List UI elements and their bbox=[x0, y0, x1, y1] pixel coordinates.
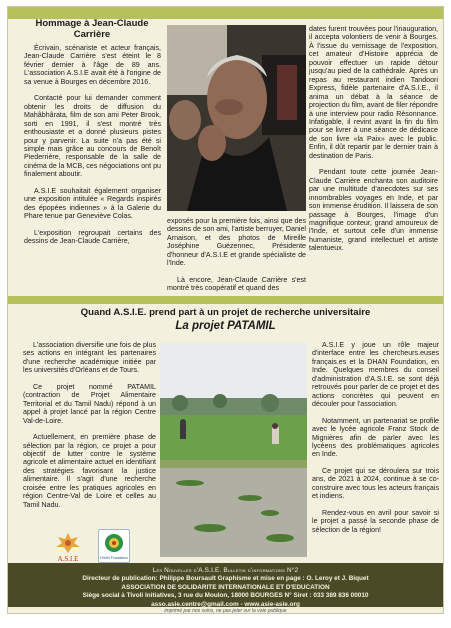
partner-logos bbox=[48, 529, 158, 565]
paragraph: Écrivain, scénariste et acteur français, Jean-Claude Carrière s'est éteint le 8 février dernier à l'âge de 89 ans. L'association A.S.I.E avait été à l'origine de sa venue à Bourges en décembre 2016. bbox=[24, 44, 161, 86]
imprint-note: imprimé par nos soins, ne pas jeter sur la voie publique bbox=[164, 608, 287, 614]
article-column-3 bbox=[309, 25, 438, 261]
footer-masthead bbox=[8, 563, 443, 607]
asie-logo-icon bbox=[48, 529, 88, 563]
paragraph: Actuellement, en première phase de sélection par la région, ce projet a pour objectif de lutter contre le système agricole et alimentaire actuel en identifiant des stratégies favorisant la justice alimentaire. Il s'agit d'une recherche croisée entre les pratiques agricoles en région Centre-Val de Loire et celles au Tamil Nadu. bbox=[23, 433, 156, 509]
portrait-illustration bbox=[167, 25, 306, 211]
article-title-patamil: Quand A.S.I.E. prend part à un projet de recherche universitaire bbox=[80, 307, 371, 318]
footer-bulletin-line: Les Nouvelles d'A.S.I.E. Bulletin d'informations N°2 bbox=[152, 567, 299, 574]
paragraph: dates furent trouvées pour l'inauguration, il accepta volontiers de venir à Bourges. À l'issue du vernissage de l'exposition, cet amateur d'Histoire apprécia de pouvoir effectuer un rapide détour jusqu'au pied de la cathédrale. Après un repas au restaurant indien Tandoori Express, fidèle partenaire d'A.S.I.E., il anima un débat à la séance de projection du film, avant de filer répondre à une interview pour radio Résonnance. Infatigable, il revint avant la fin du film pour se livrer à une séance de dédicace de son livre «la Paix» avec le public. Enfin, il dût repartir par le dernier train à destination de Paris. bbox=[309, 25, 438, 160]
article-column-1 bbox=[24, 44, 161, 254]
rice-field-photo bbox=[160, 343, 307, 557]
paragraph: Ce projet nommé PATAMIL (contraction de Projet Alimentaire Territorial et du Tamil Nadu) répond à un appel à projet lancé par la région Centre Val-de-Loire. bbox=[23, 382, 156, 425]
footer-association-line: ASSOCIATION DE SOLIDARITE INTERNATIONALE ET D'EDUCATION bbox=[121, 583, 330, 591]
paragraph: L'exposition regroupait certains des dessins de Jean-Claude Carrière, bbox=[24, 228, 161, 246]
asie-logo bbox=[48, 529, 88, 563]
portrait-photo bbox=[167, 25, 306, 211]
paragraph: exposés pour la première fois, ainsi que des dessins de son ami, l'artiste berruyer, Daniel Arnaison, et des photos de Mireille Joséphine Guézennec, Présidente d'honneur d'A.S.I.E et grande spécialiste de l'Inde. bbox=[167, 217, 306, 268]
rice-field-illustration bbox=[160, 343, 307, 557]
section-divider-bar bbox=[8, 296, 443, 304]
article-column-b3 bbox=[312, 341, 439, 542]
article-column-b1 bbox=[23, 341, 156, 517]
paragraph: Contacté pour lui demander comment obtenir les droits de diffusion du Mahâbhârata, film de son ami Peter Brook, sorti en 1991, il s'est montré très enthousiaste et a donné plusieurs pistes pour y parvenir. La suite n'a pas été si simple mais grâce au concours de Benoît Piederrière, responsable de la salle de cinéma de la MCB, ces négociations ont pu finalement aboutir. bbox=[24, 94, 161, 179]
paragraph: Pendant toute cette journée Jean-Claude Carrière enchanta son auditoire par une multitude d'anecdotes sur ses innombrables voyages en Inde, et par son immense érudition. Il laissera de son passage à Bourges, l'image d'un magnifique conteur, grand amoureux de l'Inde, et surtout celle d'un immense humaniste, grand intellectuel et artiste talentueux. bbox=[309, 168, 438, 253]
paragraph: L'association diversifie une fois de plus ses actions en intégrant les partenaires d'une recherche académique initiée par les universités d'Orléans et de Tours. bbox=[23, 341, 156, 375]
footer-publication-line: Directeur de publication: Philippe Boursault Graphisme et mise en page : O. Leroy et J. Biquet bbox=[82, 575, 369, 583]
dhan-foundation-logo bbox=[98, 529, 130, 563]
paragraph: A.S.I.E y joue un rôle majeur d'interface entre les chercheurs.euses français.es et la DHAN Foundation, en Inde. Quelques membres du conseil d'administration d'A.S.I.E. se sont déjà retrouvés pour parler de ce projet et des actions concrètes qui peuvent en découler pour l'association. bbox=[312, 341, 439, 409]
asie-logo-text: A.S.I.E bbox=[57, 555, 79, 563]
paragraph: Rendez-vous en avril pour savoir si le projet a passé la seconde phase de sélection de la région! bbox=[312, 508, 439, 534]
dhan-logo-text: DHAN Foundation bbox=[100, 556, 128, 560]
footer-address-line: Siège social à Tivoli Initiatives, 3 rue du Moulon, 18000 BOURGES N° Siret : 033 389 836 00010 bbox=[82, 592, 369, 600]
paragraph: Ce projet qui se déroulera sur trois ans, de 2021 à 2024, continue à se co-construire avec tous les acteurs français et indiens. bbox=[312, 466, 439, 501]
paragraph: Là encore, Jean-Claude Carrière s'est montré très coopératif et quand des bbox=[167, 275, 306, 293]
newsletter-page bbox=[7, 6, 444, 614]
article-title-hommage: Hommage à Jean-Claude Carrière bbox=[35, 18, 149, 40]
paragraph: A.S.I.E souhaitait également organiser une exposition intitulée « Regards inspirés des épopées indiennes » à la Galerie du Phare tenue par Geneviève Colas. bbox=[24, 186, 161, 221]
article-subtitle-patamil: La projet PATAMIL bbox=[175, 320, 276, 332]
article-column-2 bbox=[167, 217, 306, 301]
footer-contact-line: asso.asie.centre@gmail.com - www.asie-asie.org bbox=[151, 600, 300, 608]
paragraph: Notamment, un partenariat se profile avec le lycée agricole Franz Stock de Mignières afin de parler avec les lycéens des problématiques agricoles en Inde. bbox=[312, 416, 439, 459]
dhan-logo-icon bbox=[99, 530, 129, 562]
